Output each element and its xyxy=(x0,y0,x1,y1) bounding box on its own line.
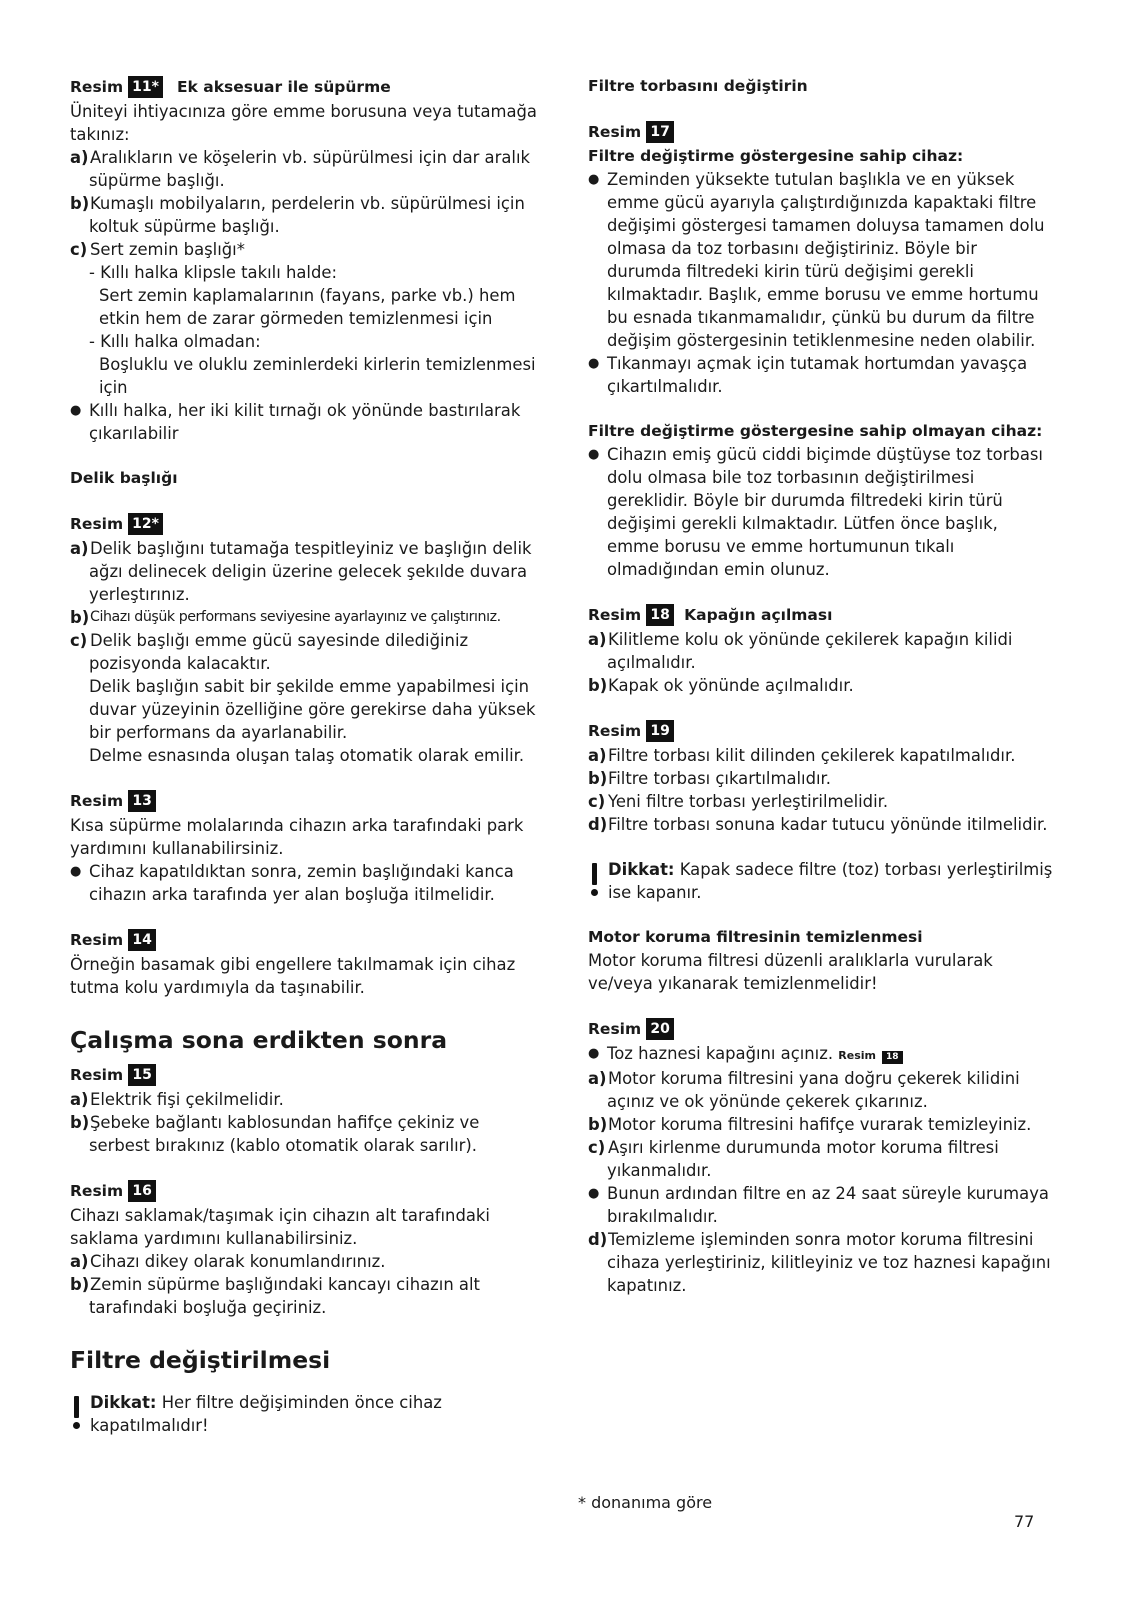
text-line: olmadığından emin olunuz. xyxy=(607,560,830,579)
section-resim-17 xyxy=(588,120,1066,581)
list-item-b xyxy=(588,1113,1066,1136)
resim-label: Resim xyxy=(70,1182,124,1200)
text-line: Motor koruma filtresi düzenli aralıklarla vurularak xyxy=(588,951,993,970)
text-line: duvar yüzeyinin özelliğine göre gerekirse daha yüksek xyxy=(89,700,536,719)
list-text: Delik başlığı emme gücü sayesinde dilediğiniz xyxy=(90,631,469,650)
text-line: yıkanmalıdır. xyxy=(607,1161,712,1180)
heading-filter-change: Filtre değiştirilmesi xyxy=(70,1346,331,1374)
section-resim-18 xyxy=(588,603,1066,697)
text-line: yerleştırınız. xyxy=(89,585,190,604)
list-text: Şebeke bağlantı kablosundan hafifçe çekiniz ve xyxy=(90,1113,480,1132)
resim-heading xyxy=(588,603,1066,628)
section-resim-19 xyxy=(588,719,1066,836)
text-line: pozisyonda kalacaktır. xyxy=(89,654,271,673)
subheading: Filtre değiştirme göstergesine sahip cihaz: xyxy=(588,147,964,165)
list-item-b xyxy=(70,1273,548,1296)
text-line: emme gücü ayarıyla çalıştırdığınızda kapaktaki filtre xyxy=(607,193,1037,212)
list-text: Sert zemin başlığı* xyxy=(90,240,245,259)
heading-after-use: Çalışma sona erdikten sonra xyxy=(70,1026,448,1054)
text-line: olmasa da toz torbasını değiştiriniz. Böyle bir xyxy=(607,239,977,258)
list-label: b) xyxy=(70,608,90,627)
list-label: b) xyxy=(70,1113,90,1132)
list-text: Delik başlığını tutamağa tespitleyiniz ve başlığın delik xyxy=(90,539,532,558)
section-resim-20 xyxy=(588,1017,1066,1297)
text-line: dolu olmasa bile toz torbasının değiştirilmesi xyxy=(607,468,975,487)
resim-heading xyxy=(70,1063,548,1088)
text-line: tarafındaki boşluğa geçiriniz. xyxy=(89,1298,327,1317)
subheading: Filtre değiştirme göstergesine sahip olmayan cihaz: xyxy=(588,422,1043,440)
resim-label: Resim xyxy=(70,792,124,810)
list-text: Aşırı kirlenme durumunda motor koruma filtresi xyxy=(608,1138,999,1157)
list-label: c) xyxy=(588,1138,606,1157)
list-item-c xyxy=(70,629,548,652)
resim-label: Resim xyxy=(588,722,642,740)
text-line: bırakılmalıdır. xyxy=(607,1207,718,1226)
text-line: değişim göstergesinin tetiklenmesine neden olabilir. xyxy=(607,331,1036,350)
page-number: 77 xyxy=(1014,1512,1035,1531)
list-label: a) xyxy=(70,148,89,167)
warning-text: kapatılmalıdır! xyxy=(90,1416,209,1435)
section-resim-14 xyxy=(70,928,548,999)
list-item-c xyxy=(588,1136,1066,1159)
text-line: Örneğin basamak gibi engellere takılmamak için cihaz xyxy=(70,955,516,974)
list-text: Aralıkların ve köşelerin vb. süpürülmesi için dar aralık xyxy=(90,148,530,167)
text-line: saklama yardımını kullanabilirsiniz. xyxy=(70,1229,358,1248)
resim-label: Resim xyxy=(588,1020,642,1038)
list-item-d xyxy=(588,813,1066,836)
text-line: ve/veya yıkanarak temizlenmelidir! xyxy=(588,974,878,993)
list-text: Elektrik fişi çekilmelidir. xyxy=(90,1090,284,1109)
resim-label: Resim xyxy=(70,78,124,96)
bullet-icon: ● xyxy=(588,172,600,187)
exclamation-icon xyxy=(588,858,608,904)
resim-label: Resim xyxy=(70,931,124,949)
resim-heading xyxy=(588,1017,1066,1042)
resim-label: Resim xyxy=(588,606,642,624)
section-title: Ek aksesuar ile süpürme xyxy=(176,78,391,96)
subheading-delik: Delik başlığı xyxy=(70,469,178,487)
text-line: süpürme başlığı. xyxy=(89,171,225,190)
text-line: gereklidir. Böyle bir durumda filtredeki kirin türü xyxy=(607,491,1003,510)
text-line: emme borusu ve emme hortumunun tıkalı xyxy=(607,537,955,556)
warning-text: ise kapanır. xyxy=(608,883,702,902)
list-item-c xyxy=(588,790,1066,813)
list-item-a xyxy=(70,146,548,169)
list-text: Filtre torbası sonuna kadar tutucu yönünde itilmelidir. xyxy=(608,815,1048,834)
list-text: Kilitleme kolu ok yönünde çekilerek kapağın kilidi xyxy=(608,630,1013,649)
section-resim-12 xyxy=(70,512,548,767)
list-item-a xyxy=(588,744,1066,767)
list-item-a xyxy=(588,628,1066,651)
text-line: cihaza yerleştiriniz, kilitleyiniz ve toz haznesi kapağını xyxy=(607,1253,1051,1272)
text-line: Sert zemin kaplamalarının (fayans, parke vb.) hem xyxy=(99,286,516,305)
text-line: etkin hem de zarar görmeden temizlenmesi için xyxy=(99,309,493,328)
text-line: yardımını kullanabilirsiniz. xyxy=(70,839,284,858)
resim-label: Resim xyxy=(70,1066,124,1084)
text-line: cihazın arka tarafında yer alan boşluğa itilmelidir. xyxy=(89,885,495,904)
list-text: Kapak ok yönünde açılmalıdır. xyxy=(608,676,854,695)
list-text: Cihazın emiş gücü ciddi biçimde düştüyse toz torbası xyxy=(607,445,1043,464)
list-item-d xyxy=(588,1228,1066,1251)
text-line: tutma kolu yardımıyla da taşınabilir. xyxy=(70,978,365,997)
text-line: çıkarılabilir xyxy=(89,424,179,443)
list-item-a xyxy=(70,1250,548,1273)
list-item-b xyxy=(70,1111,548,1134)
text-line: takınız: xyxy=(70,125,130,144)
text-line: bir performans da ayarlanabilir. xyxy=(89,723,348,742)
subheading-motor: Motor koruma filtresinin temizlenmesi xyxy=(588,928,923,946)
text-line: bu esnada tıkanmamalıdır, çünkü bu durum da filtre xyxy=(607,308,1035,327)
list-item-c xyxy=(70,238,548,261)
warning-label: Dikkat: xyxy=(90,1393,157,1412)
text-line: için xyxy=(99,378,128,397)
footnote: * donanıma göre xyxy=(578,1493,713,1512)
resim-label: Resim xyxy=(588,123,642,141)
section-resim-11 xyxy=(70,75,548,445)
text-line: Boşluklu ve oluklu zeminlerdeki kirlerin temizlenmesi xyxy=(99,355,536,374)
warning-text: Kapak sadece filtre (toz) torbası yerleştirilmiş xyxy=(679,860,1053,879)
warning-label: Dikkat: xyxy=(608,860,675,879)
list-label: c) xyxy=(70,631,88,650)
list-text: Kıllı halka, her iki kilit tırnağı ok yönünde bastırılarak xyxy=(89,401,521,420)
text-line: açınız ve ok yönünde çekerek çıkarınız. xyxy=(607,1092,928,1111)
bullet-item xyxy=(588,168,1066,191)
list-label: d) xyxy=(588,1230,608,1249)
text-line: kapatınız. xyxy=(607,1276,687,1295)
text-line: Delik başlığın sabit bir şekilde emme yapabilmesi için xyxy=(89,677,530,696)
bullet-icon: ● xyxy=(588,447,600,462)
list-text: Cihazı dikey olarak konumlandırınız. xyxy=(90,1252,386,1271)
list-label: c) xyxy=(70,240,88,259)
text-line: serbest bırakınız (kablo otomatik olarak sarılır). xyxy=(89,1136,478,1155)
list-item-a xyxy=(70,1088,548,1111)
list-text: Zeminden yüksekte tutulan başlıkla ve en yüksek xyxy=(607,170,1015,189)
list-item-a xyxy=(70,537,548,560)
section-resim-16 xyxy=(70,1179,548,1319)
bullet-icon: ● xyxy=(588,1186,600,1201)
resim-reference-label: Resim xyxy=(838,1049,876,1062)
text-line: ağzı delinecek deligin üzerine gelecek şekılde duvara xyxy=(89,562,528,581)
bullet-item xyxy=(588,443,1066,466)
resim-heading xyxy=(70,75,548,100)
text-line: koltuk süpürme başlığı. xyxy=(89,217,280,236)
bullet-item xyxy=(588,1042,1066,1067)
list-text: Kumaşlı mobilyaların, perdelerin vb. süpürülmesi için xyxy=(90,194,525,213)
list-label: b) xyxy=(70,1275,90,1294)
list-text: Bunun ardından filtre en az 24 saat süreyle kurumaya xyxy=(607,1184,1049,1203)
resim-heading xyxy=(588,120,1066,145)
text-line: açılmalıdır. xyxy=(607,653,696,672)
list-label: c) xyxy=(588,792,606,811)
bullet-item xyxy=(588,1182,1066,1205)
bullet-icon: ● xyxy=(70,864,82,879)
left-column xyxy=(70,75,548,1437)
dash-item: - Kıllı halka klipsle takılı halde: xyxy=(89,263,337,282)
resim-heading xyxy=(70,928,548,953)
figure-reference-badge: 18 xyxy=(882,1051,903,1064)
warning-note xyxy=(70,1391,548,1437)
text-line: Delme esnasında oluşan talaş otomatik olarak emilir. xyxy=(89,746,525,765)
list-text: Temizleme işleminden sonra motor koruma filtresini xyxy=(608,1230,1034,1249)
resim-heading xyxy=(70,1179,548,1204)
warning-note xyxy=(588,858,1066,904)
list-label: a) xyxy=(588,746,607,765)
figure-number-badge: 20 xyxy=(646,1018,674,1040)
list-label: a) xyxy=(588,1069,607,1088)
list-item-a xyxy=(588,1067,1066,1090)
list-label: b) xyxy=(70,194,90,213)
list-label: d) xyxy=(588,815,608,834)
list-label: a) xyxy=(70,1090,89,1109)
text-line: değişimi göstergesi tamamen doluysa tamamen dolu xyxy=(607,216,1045,235)
section-resim-15 xyxy=(70,1063,548,1157)
figure-number-badge: 19 xyxy=(646,720,674,742)
list-label: b) xyxy=(588,676,608,695)
list-item-b xyxy=(588,767,1066,790)
resim-label: Resim xyxy=(70,515,124,533)
bullet-item xyxy=(70,860,548,883)
figure-number-badge: 15 xyxy=(128,1064,156,1086)
dash-item: - Kıllı halka olmadan: xyxy=(89,332,261,351)
text-line: değişimi gerekli kılmaktadır. Lütfen önce başlık, xyxy=(607,514,998,533)
list-text: Toz haznesi kapağını açınız. xyxy=(607,1044,834,1063)
list-text: Cihazı düşük performans seviyesine ayarlayınız ve çalıştırınız. xyxy=(90,609,501,625)
bullet-icon: ● xyxy=(588,1046,600,1061)
text-line: Üniteyi ihtiyacınıza göre emme borusuna veya tutamağa xyxy=(70,102,537,121)
list-label: a) xyxy=(588,630,607,649)
figure-number-badge: 12* xyxy=(128,513,163,535)
text-line: çıkartılmalıdır. xyxy=(607,377,723,396)
figure-number-badge: 14 xyxy=(128,929,156,951)
list-label: b) xyxy=(588,1115,608,1134)
list-text: Motor koruma filtresini hafifçe vurarak temizleyiniz. xyxy=(608,1115,1032,1134)
figure-number-badge: 16 xyxy=(128,1180,156,1202)
list-text: Filtre torbası kilit dilinden çekilerek kapatılmalıdır. xyxy=(608,746,1016,765)
right-column xyxy=(588,75,1066,1297)
list-item-b xyxy=(70,192,548,215)
bullet-icon: ● xyxy=(588,356,600,371)
figure-number-badge: 18 xyxy=(646,604,674,626)
list-label: a) xyxy=(70,1252,89,1271)
subheading-bag: Filtre torbasını değiştirin xyxy=(588,77,808,95)
resim-heading xyxy=(588,719,1066,744)
section-resim-13 xyxy=(70,789,548,906)
list-text: Yeni filtre torbası yerleştirilmelidir. xyxy=(608,792,889,811)
exclamation-icon xyxy=(70,1391,90,1437)
list-text: Cihaz kapatıldıktan sonra, zemin başlığındaki kanca xyxy=(89,862,514,881)
text-line: Cihazı saklamak/taşımak için cihazın alt tarafındaki xyxy=(70,1206,490,1225)
list-text: Zemin süpürme başlığındaki kancayı cihazın alt xyxy=(90,1275,480,1294)
resim-heading xyxy=(70,789,548,814)
list-text: Tıkanmayı açmak için tutamak hortumdan yavaşça xyxy=(607,354,1028,373)
resim-heading xyxy=(70,512,548,537)
list-item-b xyxy=(588,674,1066,697)
bullet-item xyxy=(70,399,548,422)
warning-text: Her filtre değişiminden önce cihaz xyxy=(161,1393,442,1412)
text-line: kılmaktadır. Başlık, emme borusu ve emme hortumu xyxy=(607,285,1039,304)
text-line: durumda filtredeki kirin türü değişimi gerekli xyxy=(607,262,974,281)
figure-number-badge: 13 xyxy=(128,790,156,812)
section-title: Kapağın açılması xyxy=(684,606,833,624)
list-label: b) xyxy=(588,769,608,788)
bullet-icon: ● xyxy=(70,403,82,418)
text-line: Kısa süpürme molalarında cihazın arka tarafındaki park xyxy=(70,816,524,835)
bullet-item xyxy=(588,352,1066,375)
figure-number-badge: 11* xyxy=(128,76,163,98)
list-text: Motor koruma filtresini yana doğru çekerek kilidini xyxy=(608,1069,1020,1088)
list-item-b xyxy=(70,606,548,629)
list-label: a) xyxy=(70,539,89,558)
figure-number-badge: 17 xyxy=(646,121,674,143)
list-text: Filtre torbası çıkartılmalıdır. xyxy=(608,769,831,788)
